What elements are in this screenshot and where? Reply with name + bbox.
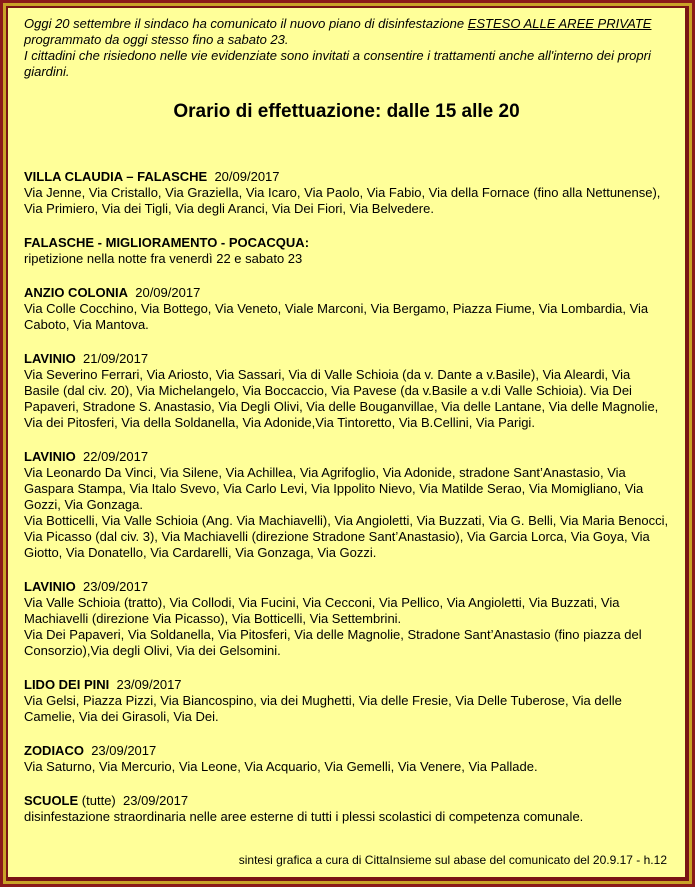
intro-line2: I cittadini che risiedono nelle vie evidenziate sono invitati a consentire i trattamenti anche all'interno dei propri giardini.: [24, 48, 651, 79]
area-suffix: (tutte): [81, 793, 116, 808]
schedule-section: [24, 793, 669, 825]
section-date: 23/09/2017: [116, 677, 182, 692]
street-list: [24, 759, 669, 775]
section-date: 20/09/2017: [214, 169, 280, 184]
intro-line1-post: programmato da oggi stesso fino a sabato 23.: [24, 32, 289, 47]
street-paragraph: Via Botticelli, Via Valle Schioia (Ang. Via Machiavelli), Via Angioletti, Via Buzzati, Via G. Belli, Via Maria Benocci, Via Picasso (dal civ. 3), Via Machiavelli (direzione Stradone Sant’Anastasio), Via Garcia Lorca, Via Goya, Via Giotto, Via Donatello, Via Cardarelli, Via Gonzaga, Via Gozzi.: [24, 513, 669, 560]
section-date: 23/09/2017: [123, 793, 189, 808]
section-date: 22/09/2017: [83, 449, 149, 464]
street-list: [24, 595, 669, 659]
sections-list: [24, 169, 669, 825]
section-heading: [24, 677, 669, 693]
schedule-section: [24, 743, 669, 775]
area-name: LAVINIO: [24, 579, 76, 594]
area-name: LIDO DEI PINI: [24, 677, 110, 692]
street-list: [24, 809, 669, 825]
street-list: [24, 693, 669, 725]
area-name: SCUOLE: [24, 793, 79, 808]
section-heading: [24, 169, 669, 185]
street-paragraph: ripetizione nella notte fra venerdì 22 e sabato 23: [24, 251, 303, 266]
street-paragraph: Via Gelsi, Piazza Pizzi, Via Biancospino, via dei Mughetti, Via delle Fresie, Via Delle Tuberose, Via delle Camelie, Via dei Girasoli, Via Dei.: [24, 693, 622, 724]
schedule-section: [24, 285, 669, 333]
street-list: [24, 185, 669, 217]
schedule-section: [24, 169, 669, 217]
footer-credit: sintesi grafica a cura di CittaInsieme sul abase del comunicato del 20.9.17 - h.12: [238, 853, 667, 867]
area-name: LAVINIO: [24, 449, 76, 464]
area-name: ZODIACO: [24, 743, 84, 758]
street-paragraph: Via Saturno, Via Mercurio, Via Leone, Via Acquario, Via Gemelli, Via Venere, Via Pallade.: [24, 759, 538, 774]
street-list: [24, 465, 669, 561]
intro-text: [24, 16, 669, 80]
street-paragraph: Via Colle Cocchino, Via Bottego, Via Veneto, Viale Marconi, Via Bergamo, Piazza Fiume, Via Lombardia, Via Caboto, Via Mantova.: [24, 301, 649, 332]
schedule-section: [24, 677, 669, 725]
section-date: 21/09/2017: [83, 351, 149, 366]
section-heading: [24, 285, 669, 301]
section-heading: [24, 449, 669, 465]
area-name: ANZIO COLONIA: [24, 285, 128, 300]
schedule-section: [24, 235, 669, 267]
section-heading: [24, 351, 669, 367]
street-list: [24, 251, 669, 267]
notice-page: [8, 8, 685, 877]
street-paragraph: Via Jenne, Via Cristallo, Via Graziella, Via Icaro, Via Paolo, Via Fabio, Via della Fornace (fino alla Nettunense), Via Primiero, Via dei Tigli, Via degli Aranci, Via Dei Fiori, Via Belvedere.: [24, 185, 661, 216]
intro-line1-pre: Oggi 20 settembre il sindaco ha comunicato il nuovo piano di disinfestazione: [24, 16, 468, 31]
section-heading: [24, 743, 669, 759]
street-paragraph: Via Valle Schioia (tratto), Via Collodi, Via Fucini, Via Cecconi, Via Pellico, Via Angioletti, Via Buzzati, Via Machiavelli (direzione Via Picasso), Via Botticelli, Via Settembrini.: [24, 595, 620, 626]
section-heading: [24, 793, 669, 809]
section-heading: [24, 235, 669, 251]
street-paragraph: Via Severino Ferrari, Via Ariosto, Via Sassari, Via di Valle Schioia (da v. Dante a v.Basile), Via Aleardi, Via Basile (dal civ. 20), Via Michelangelo, Via Boccaccio, Via Pavese (da v.Basile a v.di Valle Schioia). Via Dei Papaveri, Stradone S. Anastasio, Via Degli Olivi, Via delle Bouganvillae, Via delle Lantane, Via delle Magnolie, Via dei Pitosferi, Via della Soldanella, Via Adonide,Via Tintoretto, Via B.Cellini, Via Parigi.: [24, 367, 659, 430]
section-heading: [24, 579, 669, 595]
street-paragraph: disinfestazione straordinaria nelle aree esterne di tutti i plessi scolastici di competenza comunale.: [24, 809, 584, 824]
intro-line1-underlined: ESTESO ALLE AREE PRIVATE: [467, 16, 652, 31]
street-list: [24, 301, 669, 333]
street-paragraph: Via Dei Papaveri, Via Soldanella, Via Pitosferi, Via delle Magnolie, Stradone Sant’Anastasio (fino piazza del Consorzio),Via degli Olivi, Via dei Gelsomini.: [24, 627, 642, 658]
area-name: FALASCHE - MIGLIORAMENTO - POCACQUA:: [24, 235, 310, 250]
schedule-section: [24, 449, 669, 561]
section-date: 20/09/2017: [135, 285, 201, 300]
hours-title: Orario di effettuazione: dalle 15 alle 20: [173, 101, 520, 122]
area-name: VILLA CLAUDIA – FALASCHE: [24, 169, 208, 184]
street-paragraph: Via Leonardo Da Vinci, Via Silene, Via Achillea, Via Agrifoglio, Via Adonide, stradone Sant’Anastasio, Via Gaspara Stampa, Via Italo Svevo, Via Carlo Levi, Via Ippolito Nievo, Via Matilde Serao, Via Momigliano, Via Gozzi, Via Gonzaga.: [24, 465, 644, 512]
schedule-section: [24, 351, 669, 431]
schedule-section: [24, 579, 669, 659]
section-date: 23/09/2017: [83, 579, 149, 594]
street-list: [24, 367, 669, 431]
section-date: 23/09/2017: [91, 743, 157, 758]
area-name: LAVINIO: [24, 351, 76, 366]
